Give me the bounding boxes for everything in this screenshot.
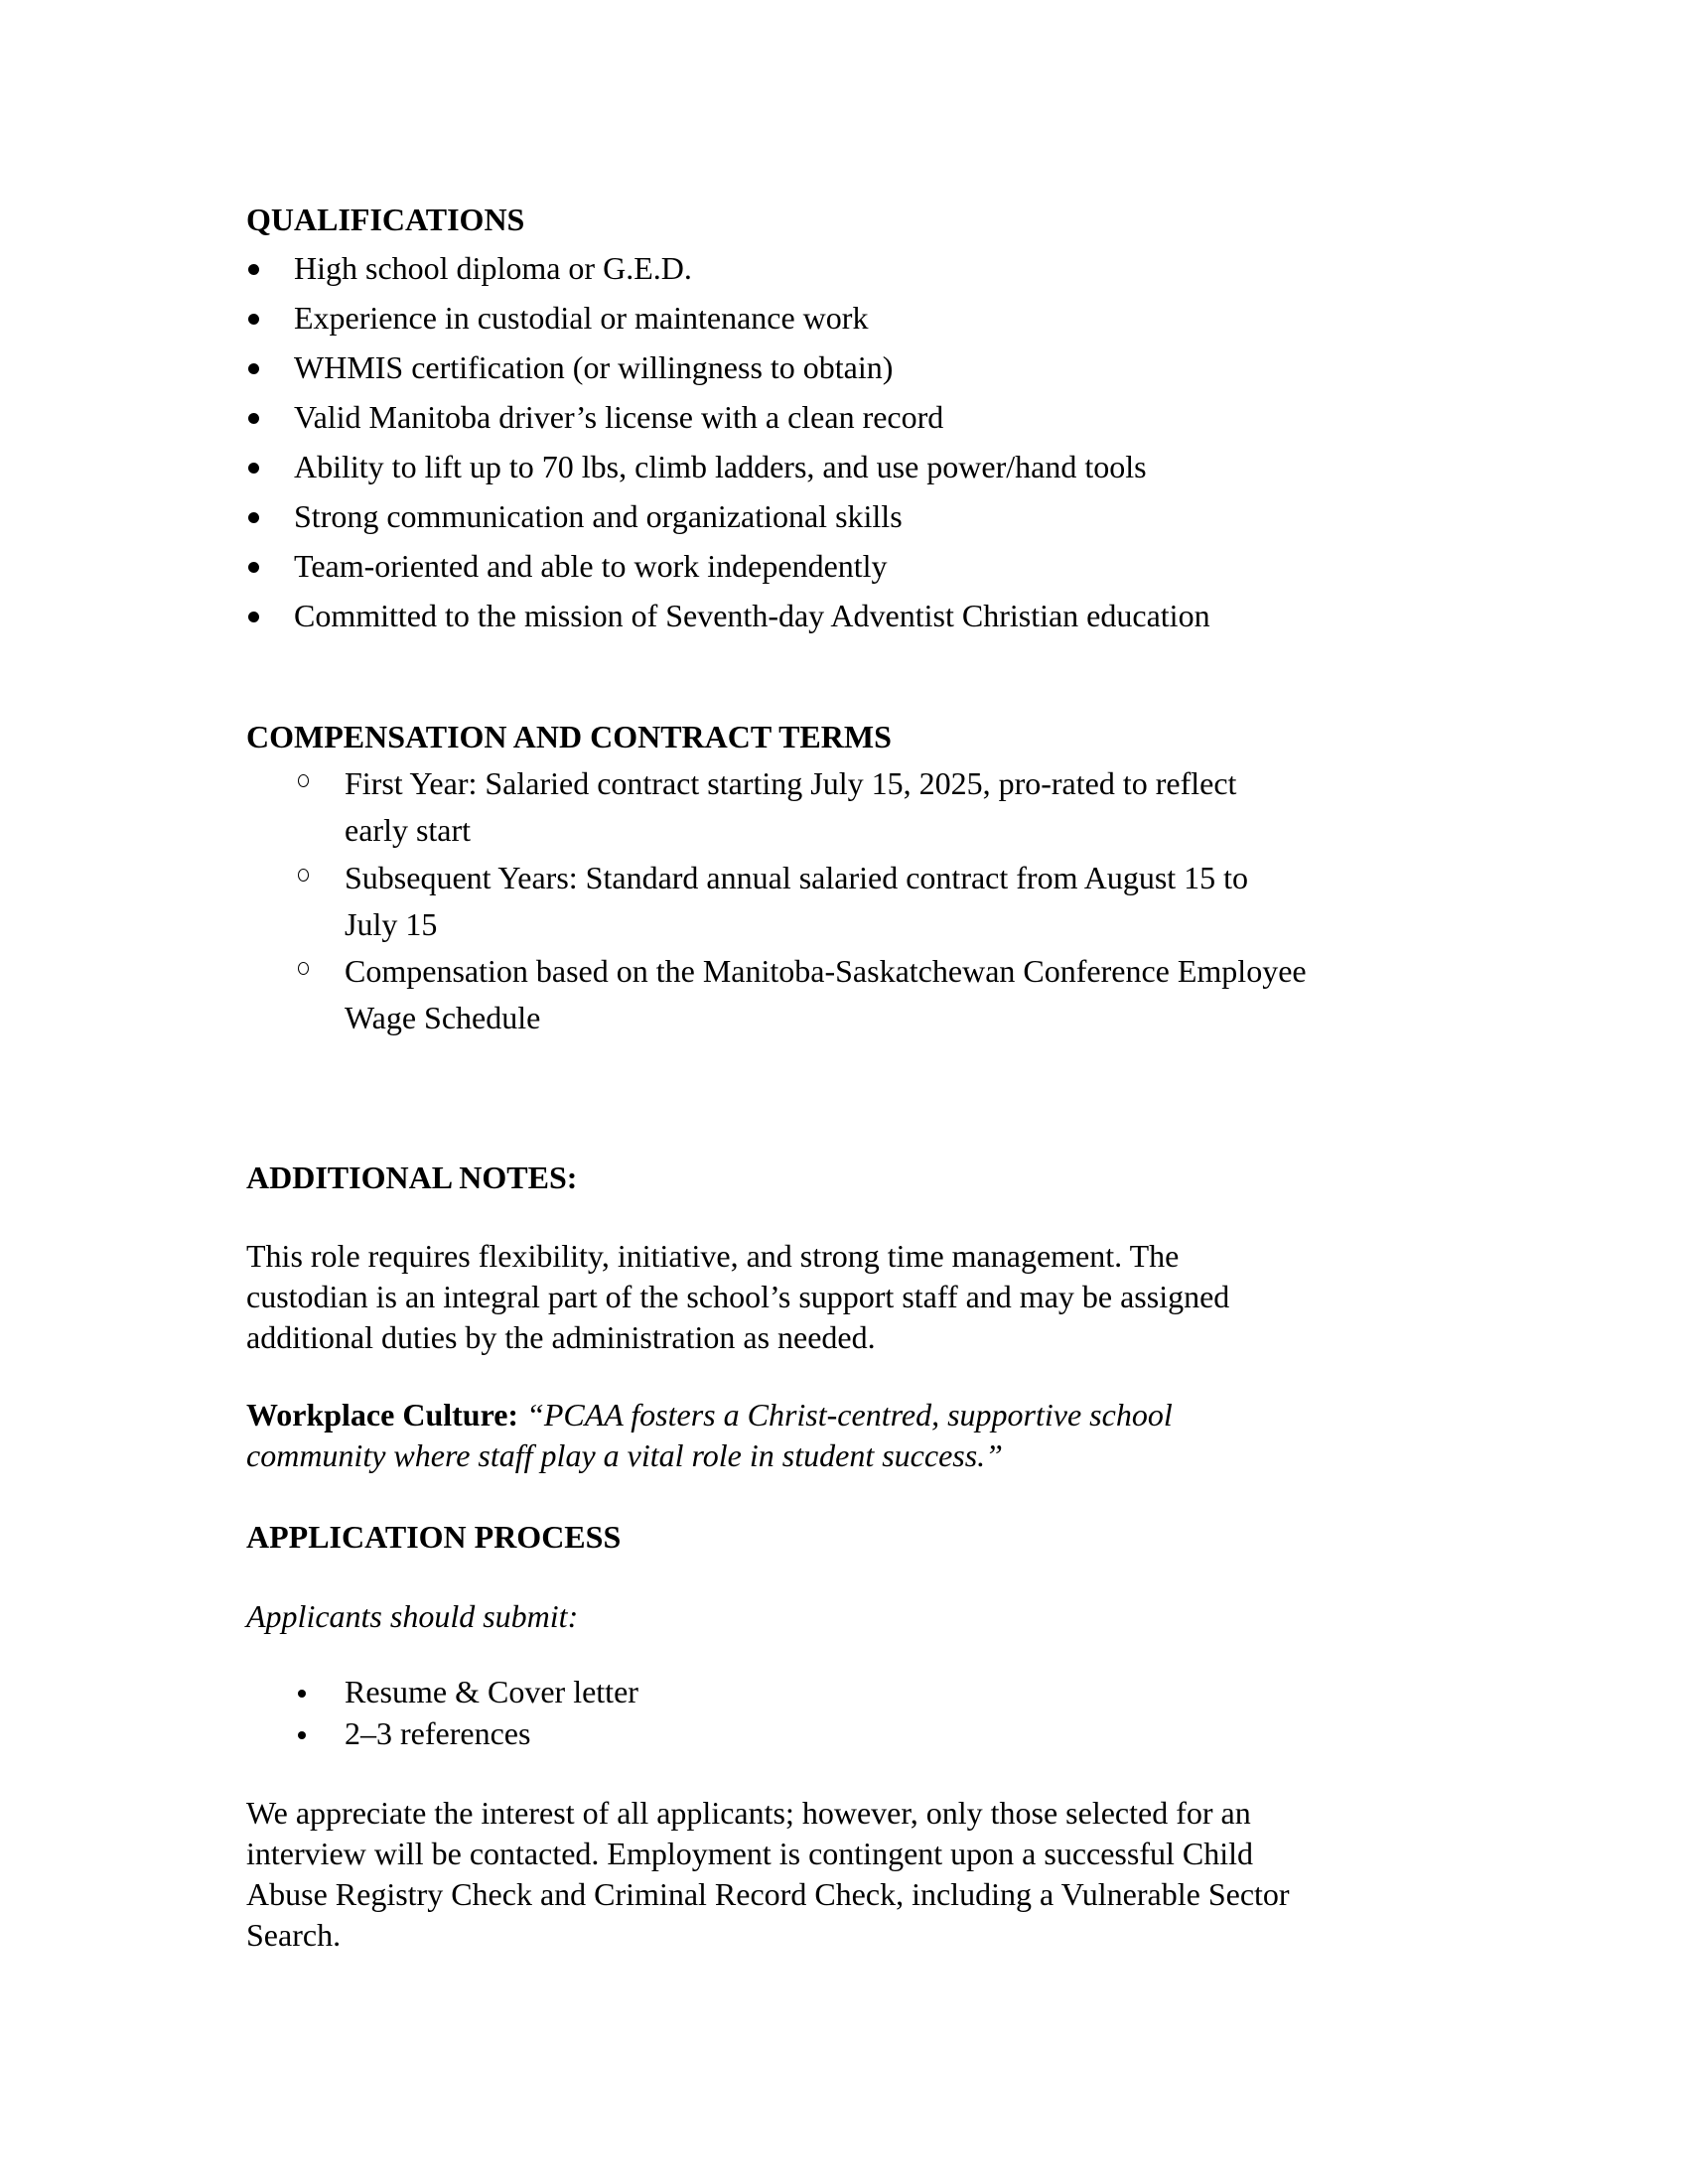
bullet-icon bbox=[248, 612, 259, 622]
bullet-icon bbox=[248, 413, 259, 424]
hollow-bullet-icon bbox=[298, 869, 309, 882]
workplace-culture-paragraph: Workplace Culture: “PCAA fosters a Christ-centred, supportive school community where staff play a vital role in student success.” bbox=[246, 1397, 1173, 1473]
application-intro: Applicants should submit: bbox=[246, 1598, 579, 1634]
bullet-icon bbox=[248, 314, 259, 325]
compensation-heading: COMPENSATION AND CONTRACT TERMS bbox=[246, 719, 892, 754]
bullet-icon bbox=[248, 463, 259, 474]
application-closing-paragraph: We appreciate the interest of all applicants; however, only those selected for an interview will be contacted. Employment is contingent upon a successful Child Abuse Registry Check and Criminal Record Check, including a Vulnerable Sector Search. bbox=[246, 1795, 1290, 1953]
hollow-bullet-icon bbox=[298, 774, 309, 787]
bullet-icon bbox=[248, 264, 259, 275]
bullet-icon bbox=[298, 1731, 306, 1739]
bullet-icon bbox=[248, 562, 259, 573]
application-heading: APPLICATION PROCESS bbox=[246, 1519, 622, 1555]
additional-notes-heading: ADDITIONAL NOTES: bbox=[246, 1160, 578, 1195]
workplace-culture-quote: “PCAA fosters a Christ-centred, supportive school bbox=[526, 1397, 1173, 1433]
bullet-icon bbox=[248, 512, 259, 523]
hollow-bullet-icon bbox=[298, 962, 309, 975]
additional-notes-paragraph: This role requires flexibility, initiative, and strong time management. The custodian is an integral part of the school’s support staff and may be assigned additional duties by the administration as needed. bbox=[246, 1238, 1230, 1355]
bullet-icon bbox=[248, 363, 259, 374]
bullet-icon bbox=[298, 1690, 306, 1698]
qualifications-heading: QUALIFICATIONS bbox=[246, 202, 525, 237]
workplace-culture-label: Workplace Culture: bbox=[246, 1397, 519, 1433]
